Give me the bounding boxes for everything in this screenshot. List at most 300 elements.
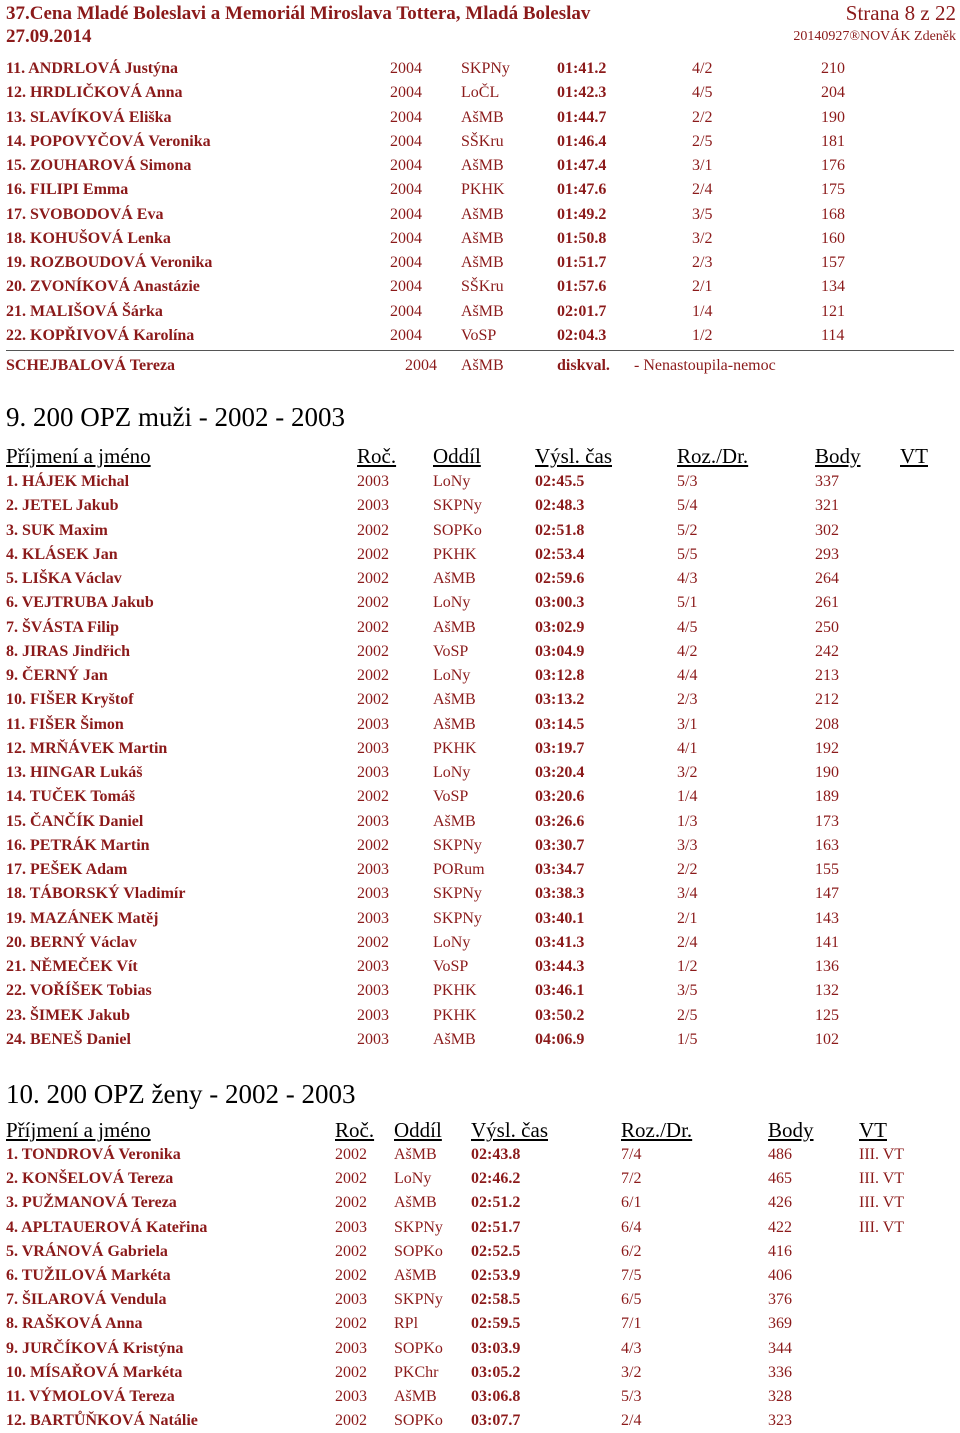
- cell-year: 2004: [390, 229, 422, 247]
- cell-club: SOPKo: [394, 1339, 443, 1357]
- cell-year: 2002: [335, 1242, 367, 1260]
- disqualified-row: [0, 354, 960, 378]
- cell-club: AšMB: [394, 1146, 437, 1163]
- cell-points: 293: [815, 545, 839, 563]
- cell-year: 2002: [335, 1267, 367, 1284]
- cell-club: LoČL: [461, 84, 500, 102]
- cell-name: 13. HINGAR Lukáš: [6, 764, 143, 781]
- cell-year: 2002: [357, 594, 389, 612]
- cell-points: 426: [768, 1194, 792, 1212]
- cell-club: AšMB: [461, 254, 504, 271]
- table-row: [0, 834, 960, 858]
- cell-points: 163: [815, 836, 839, 854]
- cell-name: 9. ČERNÝ Jan: [6, 667, 108, 684]
- cell-points: 157: [821, 254, 845, 271]
- cell-heat: 6/4: [621, 1218, 642, 1236]
- cell-year: 2002: [357, 788, 389, 806]
- cell-points: 376: [768, 1291, 792, 1309]
- cell-name: 17. PEŠEK Adam: [6, 861, 128, 878]
- cell-points: 192: [815, 739, 839, 757]
- cell-club: AšMB: [433, 691, 476, 709]
- cell-name: 8. RAŠKOVÁ Anna: [6, 1315, 143, 1333]
- cell-name: 2. KONŠELOVÁ Tereza: [6, 1170, 174, 1188]
- cell-time: 03:06.8: [471, 1388, 521, 1405]
- cell-heat: 2/3: [692, 254, 713, 271]
- table-row: [0, 713, 960, 737]
- cell-points: 136: [815, 958, 839, 975]
- section-10-column-headers: [0, 1117, 960, 1143]
- cell-heat: 5/2: [677, 521, 698, 539]
- table-row: [0, 591, 960, 615]
- cell-points: 132: [815, 982, 839, 1000]
- cell-vt: III. VT: [859, 1218, 905, 1236]
- cell-club: SKPNy: [433, 885, 482, 903]
- cell-year: 2003: [357, 812, 389, 830]
- cell-name: 14. POPOVYČOVÁ Veronika: [6, 132, 211, 150]
- cell-time: 03:00.3: [535, 594, 585, 612]
- cell-club: SKPNy: [433, 836, 482, 854]
- cell-name: 15. ZOUHAROVÁ Simona: [6, 157, 192, 174]
- table-row: [0, 1409, 960, 1433]
- cell-club: VoSP: [433, 958, 469, 975]
- col-time: Výsl. čas: [471, 1118, 548, 1142]
- cell-name: 20. BERNÝ Václav: [6, 933, 137, 951]
- table-row: [0, 57, 960, 81]
- table-row: [0, 300, 960, 324]
- table-row: [0, 130, 960, 154]
- cell-vt: III. VT: [859, 1146, 905, 1163]
- page-header: [6, 2, 590, 48]
- cell-club: SKPNy: [394, 1291, 443, 1309]
- cell-name: 20. ZVONÍKOVÁ Anastázie: [6, 278, 200, 296]
- page-number: Strana 8 z 22: [845, 1, 956, 25]
- cell-points: 261: [815, 594, 839, 612]
- cell-points: 147: [815, 885, 839, 903]
- dq-name: SCHEJBALOVÁ Tereza: [6, 357, 176, 374]
- cell-time: 03:20.6: [535, 788, 585, 806]
- cell-year: 2004: [390, 181, 422, 199]
- cell-name: 10. FIŠER Kryštof: [6, 691, 134, 709]
- cell-points: 208: [815, 715, 839, 733]
- cell-heat: 5/1: [677, 594, 698, 612]
- cell-time: 01:49.2: [557, 205, 607, 223]
- cell-name: 23. ŠIMEK Jakub: [6, 1006, 131, 1024]
- table-row: [0, 1385, 960, 1409]
- cell-name: 19. MAZÁNEK Matěj: [6, 909, 159, 927]
- cell-heat: 1/5: [677, 1030, 698, 1048]
- cell-points: 173: [815, 812, 839, 830]
- col-club: Oddíl: [433, 444, 481, 468]
- cell-year: 2003: [335, 1339, 367, 1357]
- cell-year: 2003: [357, 909, 389, 927]
- cell-points: 181: [821, 132, 845, 150]
- cell-time: 03:19.7: [535, 739, 585, 757]
- cell-year: 2003: [357, 982, 389, 1000]
- section-10-title: 10. 200 OPZ ženy - 2002 - 2003: [6, 1079, 356, 1109]
- cell-heat: 4/3: [621, 1339, 642, 1357]
- cell-time: 03:34.7: [535, 861, 585, 878]
- cell-name: 5. VRÁNOVÁ Gabriela: [6, 1242, 168, 1260]
- cell-heat: 1/4: [677, 788, 698, 806]
- cell-points: 264: [815, 570, 839, 587]
- cell-heat: 3/1: [677, 715, 698, 733]
- cell-name: 1. TONDROVÁ Veronika: [6, 1146, 181, 1163]
- cell-year: 2003: [357, 739, 389, 757]
- table-row: [0, 567, 960, 591]
- cell-year: 2002: [335, 1170, 367, 1188]
- cell-time: 03:13.2: [535, 691, 585, 709]
- cell-time: 02:43.8: [471, 1146, 521, 1163]
- table-row: [0, 1240, 960, 1264]
- cell-name: 19. ROZBOUDOVÁ Veronika: [6, 254, 213, 271]
- table-row: [0, 1191, 960, 1215]
- cell-points: 486: [768, 1146, 792, 1163]
- table-row: [0, 154, 960, 178]
- cell-points: 323: [768, 1412, 792, 1430]
- table-row: [0, 1167, 960, 1191]
- cell-time: 03:12.8: [535, 667, 585, 684]
- cell-club: AšMB: [461, 205, 504, 223]
- cell-time: 03:38.3: [535, 885, 585, 903]
- table-row: [0, 955, 960, 979]
- cell-year: 2004: [390, 84, 422, 102]
- cell-heat: 1/2: [692, 326, 713, 344]
- cell-year: 2002: [357, 618, 389, 636]
- cell-heat: 2/5: [677, 1006, 698, 1024]
- table-row: [0, 324, 960, 348]
- cell-year: 2003: [357, 764, 389, 781]
- cell-year: 2004: [390, 254, 422, 271]
- table-row: [0, 931, 960, 955]
- cell-heat: 6/2: [621, 1242, 642, 1260]
- table-row: [0, 494, 960, 518]
- cell-time: 02:48.3: [535, 497, 585, 515]
- cell-club: AšMB: [433, 812, 476, 830]
- cell-club: LoNy: [394, 1170, 432, 1188]
- cell-heat: 7/4: [621, 1146, 642, 1163]
- cell-points: 160: [821, 229, 845, 247]
- table-row: [0, 907, 960, 931]
- cell-heat: 6/1: [621, 1194, 642, 1212]
- cell-time: 03:26.6: [535, 812, 585, 830]
- cell-club: VoSP: [433, 788, 469, 806]
- cell-year: 2004: [390, 205, 422, 223]
- cell-points: 250: [815, 618, 839, 636]
- cell-points: 416: [768, 1242, 792, 1260]
- cell-time: 01:50.8: [557, 229, 607, 247]
- cell-time: 01:51.7: [557, 254, 607, 271]
- event-date: 27.09.2014: [6, 26, 92, 47]
- table-row: [0, 1264, 960, 1288]
- table-row: [0, 785, 960, 809]
- cell-time: 02:52.5: [471, 1242, 521, 1260]
- cell-time: 02:51.7: [471, 1218, 521, 1236]
- cell-heat: 3/2: [692, 229, 713, 247]
- table-row: [0, 227, 960, 251]
- table-row: [0, 203, 960, 227]
- cell-club: LoNy: [433, 473, 471, 490]
- col-vt: VT: [859, 1118, 887, 1142]
- table-row: [0, 543, 960, 567]
- cell-name: 2. JETEL Jakub: [6, 497, 119, 515]
- cell-year: 2003: [357, 715, 389, 733]
- cell-time: 02:45.5: [535, 473, 585, 490]
- cell-club: AšMB: [461, 157, 504, 174]
- table-row: [0, 1361, 960, 1385]
- table-row: [0, 519, 960, 543]
- cell-name: 24. BENEŠ Daniel: [6, 1030, 131, 1048]
- cell-name: 15. ČANČÍK Daniel: [6, 812, 144, 830]
- cell-year: 2003: [357, 1030, 389, 1048]
- cell-points: 190: [821, 108, 845, 126]
- table-row: [0, 858, 960, 882]
- cell-club: PORum: [433, 861, 485, 878]
- cell-vt: III. VT: [859, 1170, 905, 1188]
- cell-time: 01:44.7: [557, 108, 607, 126]
- cell-club: PKChr: [394, 1363, 439, 1381]
- cell-time: 03:40.1: [535, 909, 585, 927]
- cell-club: AšMB: [433, 618, 476, 636]
- table-row: [0, 664, 960, 688]
- cell-time: 02:46.2: [471, 1170, 521, 1188]
- cell-year: 2002: [357, 642, 389, 660]
- col-heat: Roz./Dr.: [677, 444, 749, 468]
- cell-points: 204: [821, 84, 845, 102]
- cell-club: AšMB: [394, 1388, 437, 1405]
- cell-name: 18. TÁBORSKÝ Vladimír: [6, 885, 186, 903]
- cell-year: 2002: [357, 691, 389, 709]
- cell-heat: 4/2: [692, 60, 713, 77]
- cell-name: 11. VÝMOLOVÁ Tereza: [6, 1388, 175, 1405]
- cell-time: 03:02.9: [535, 618, 585, 636]
- cell-name: 7. ŠILAROVÁ Vendula: [6, 1291, 167, 1309]
- col-points: Body: [768, 1118, 814, 1142]
- col-name: Příjmení a jméno: [6, 444, 151, 468]
- cell-heat: 2/5: [692, 132, 713, 150]
- cell-name: 8. JIRAS Jindřich: [6, 642, 131, 660]
- cell-time: 03:46.1: [535, 982, 585, 1000]
- cell-name: 16. FILIPI Emma: [6, 181, 129, 199]
- table-row: [0, 979, 960, 1003]
- cell-heat: 5/3: [677, 473, 698, 490]
- cell-points: 114: [821, 326, 845, 344]
- section-9-title: 9. 200 OPZ muži - 2002 - 2003: [6, 402, 345, 432]
- col-heat: Roz./Dr.: [621, 1118, 693, 1142]
- cell-name: 21. MALIŠOVÁ Šárka: [6, 302, 163, 320]
- cell-year: 2002: [357, 667, 389, 684]
- cell-club: LoNy: [433, 594, 471, 612]
- cell-year: 2004: [390, 60, 422, 77]
- cell-time: 01:46.4: [557, 132, 607, 150]
- cell-time: 03:50.2: [535, 1006, 585, 1024]
- cell-points: 422: [768, 1218, 792, 1236]
- cell-name: 11. FIŠER Šimon: [6, 715, 124, 733]
- cell-points: 336: [768, 1363, 792, 1381]
- cell-points: 406: [768, 1267, 792, 1284]
- cell-club: SKPNy: [461, 60, 510, 77]
- cell-points: 212: [815, 691, 839, 709]
- cell-name: 10. MÍSAŘOVÁ Markéta: [6, 1363, 183, 1381]
- cell-points: 337: [815, 473, 839, 490]
- cell-club: AšMB: [433, 1030, 476, 1048]
- cell-heat: 2/2: [692, 108, 713, 126]
- cell-heat: 3/4: [677, 885, 698, 903]
- cell-heat: 2/4: [677, 933, 698, 951]
- col-points: Body: [815, 444, 861, 468]
- cell-name: 22. KOPŘIVOVÁ Karolína: [6, 326, 195, 344]
- cell-club: VoSP: [433, 642, 469, 660]
- cell-club: AšMB: [461, 229, 504, 247]
- cell-name: 4. APLTAUEROVÁ Kateřina: [6, 1218, 208, 1236]
- cell-time: 02:01.7: [557, 302, 607, 320]
- cell-name: 12. MRŇÁVEK Martin: [6, 739, 168, 757]
- cell-time: 02:51.2: [471, 1194, 521, 1212]
- cell-heat: 4/2: [677, 642, 698, 660]
- cell-heat: 2/1: [677, 909, 698, 927]
- cell-points: 369: [768, 1315, 792, 1333]
- cell-name: 1. HÁJEK Michal: [6, 473, 130, 490]
- document-code: 20140927®NOVÁK Zdeněk: [793, 29, 956, 44]
- dq-note: - Nenastoupila-nemoc: [634, 357, 776, 374]
- cell-points: 125: [815, 1006, 839, 1024]
- table-row: [0, 1337, 960, 1361]
- table-row: [0, 81, 960, 105]
- cell-heat: 2/2: [677, 861, 698, 878]
- cell-time: 03:44.3: [535, 958, 585, 975]
- table-row: [0, 251, 960, 275]
- cell-points: 102: [815, 1030, 839, 1048]
- cell-points: 344: [768, 1339, 792, 1357]
- cell-points: 189: [815, 788, 839, 806]
- cell-name: 3. SUK Maxim: [6, 521, 108, 539]
- dq-status: diskval.: [557, 357, 610, 374]
- cell-time: 03:03.9: [471, 1339, 521, 1357]
- cell-year: 2002: [335, 1363, 367, 1381]
- cell-heat: 4/5: [677, 618, 698, 636]
- cell-points: 242: [815, 642, 839, 660]
- cell-club: SKPNy: [433, 909, 482, 927]
- cell-name: 9. JURČÍKOVÁ Kristýna: [6, 1339, 184, 1357]
- cell-year: 2004: [390, 278, 422, 296]
- cell-year: 2002: [335, 1412, 367, 1430]
- cell-time: 04:06.9: [535, 1030, 585, 1048]
- cell-heat: 4/1: [677, 739, 698, 757]
- cell-points: 213: [815, 667, 839, 684]
- cell-heat: 1/4: [692, 302, 713, 320]
- cell-points: 143: [815, 909, 839, 927]
- cell-name: 22. VOŘÍŠEK Tobias: [6, 982, 152, 1000]
- cell-time: 03:04.9: [535, 642, 585, 660]
- cell-name: 7. ŠVÁSTA Filip: [6, 618, 120, 636]
- section-9-column-headers: [0, 443, 960, 469]
- cell-club: LoNy: [433, 667, 471, 684]
- cell-heat: 3/1: [692, 157, 713, 174]
- cell-club: PKHK: [461, 181, 505, 199]
- cell-club: PKHK: [433, 982, 477, 1000]
- cell-time: 01:42.3: [557, 84, 607, 102]
- cell-points: 168: [821, 205, 845, 223]
- table-row: [0, 810, 960, 834]
- table-row: [0, 275, 960, 299]
- cell-club: VoSP: [461, 326, 497, 344]
- col-year: Roč.: [335, 1118, 375, 1142]
- cell-time: 02:53.9: [471, 1267, 521, 1284]
- cell-time: 01:41.2: [557, 60, 607, 77]
- cell-heat: 2/1: [692, 278, 713, 296]
- cell-points: 321: [815, 497, 839, 515]
- cell-club: SKPNy: [433, 497, 482, 515]
- cell-year: 2003: [335, 1388, 367, 1405]
- col-club: Oddíl: [394, 1118, 442, 1142]
- cell-name: 12. HRDLIČKOVÁ Anna: [6, 84, 183, 102]
- cell-points: 302: [815, 521, 839, 539]
- cell-year: 2003: [335, 1291, 367, 1309]
- cell-year: 2004: [390, 302, 422, 320]
- cell-time: 03:41.3: [535, 933, 585, 951]
- cell-points: 176: [821, 157, 845, 174]
- cell-name: 17. SVOBODOVÁ Eva: [6, 205, 164, 223]
- cell-club: AšMB: [394, 1194, 437, 1212]
- cell-heat: 4/5: [692, 84, 713, 102]
- cell-heat: 1/3: [677, 812, 698, 830]
- table-row: [0, 737, 960, 761]
- table-row: [0, 1288, 960, 1312]
- cell-year: 2003: [357, 885, 389, 903]
- cell-name: 6. TUŽILOVÁ Markéta: [6, 1267, 171, 1284]
- cell-year: 2003: [335, 1218, 367, 1236]
- cell-heat: 1/2: [677, 958, 698, 975]
- cell-year: 2002: [357, 570, 389, 587]
- cell-time: 02:58.5: [471, 1291, 521, 1309]
- cell-club: SOPKo: [433, 521, 482, 539]
- cell-heat: 2/3: [677, 691, 698, 709]
- cell-time: 02:04.3: [557, 326, 607, 344]
- cell-heat: 4/3: [677, 570, 698, 587]
- cell-time: 02:59.6: [535, 570, 585, 587]
- cell-points: 465: [768, 1170, 792, 1188]
- cell-club: PKHK: [433, 1006, 477, 1024]
- cell-name: 18. KOHUŠOVÁ Lenka: [6, 229, 171, 247]
- dq-club: AšMB: [461, 357, 504, 374]
- cell-year: 2002: [357, 836, 389, 854]
- table-row: [0, 470, 960, 494]
- table-row: [0, 1028, 960, 1052]
- cell-time: 03:14.5: [535, 715, 585, 733]
- cell-name: 14. TUČEK Tomáš: [6, 788, 136, 806]
- cell-club: AšMB: [433, 715, 476, 733]
- cell-points: 121: [821, 302, 845, 320]
- table-row: [0, 1143, 960, 1167]
- cell-club: AšMB: [433, 570, 476, 587]
- cell-year: 2003: [357, 861, 389, 878]
- cell-name: 4. KLÁSEK Jan: [6, 545, 118, 563]
- cell-time: 03:05.2: [471, 1363, 521, 1381]
- cell-name: 11. ANDRLOVÁ Justýna: [6, 60, 179, 77]
- cell-year: 2002: [335, 1146, 367, 1163]
- cell-time: 01:57.6: [557, 278, 607, 296]
- cell-time: 02:53.4: [535, 545, 585, 563]
- cell-year: 2003: [357, 473, 389, 490]
- cell-year: 2002: [357, 933, 389, 951]
- cell-name: 6. VEJTRUBA Jakub: [6, 594, 154, 612]
- cell-time: 01:47.6: [557, 181, 607, 199]
- cell-year: 2004: [390, 326, 422, 344]
- separator-line: [6, 350, 954, 351]
- cell-heat: 5/4: [677, 497, 698, 515]
- cell-points: 141: [815, 933, 839, 951]
- cell-heat: 3/5: [677, 982, 698, 1000]
- cell-heat: 7/2: [621, 1170, 642, 1188]
